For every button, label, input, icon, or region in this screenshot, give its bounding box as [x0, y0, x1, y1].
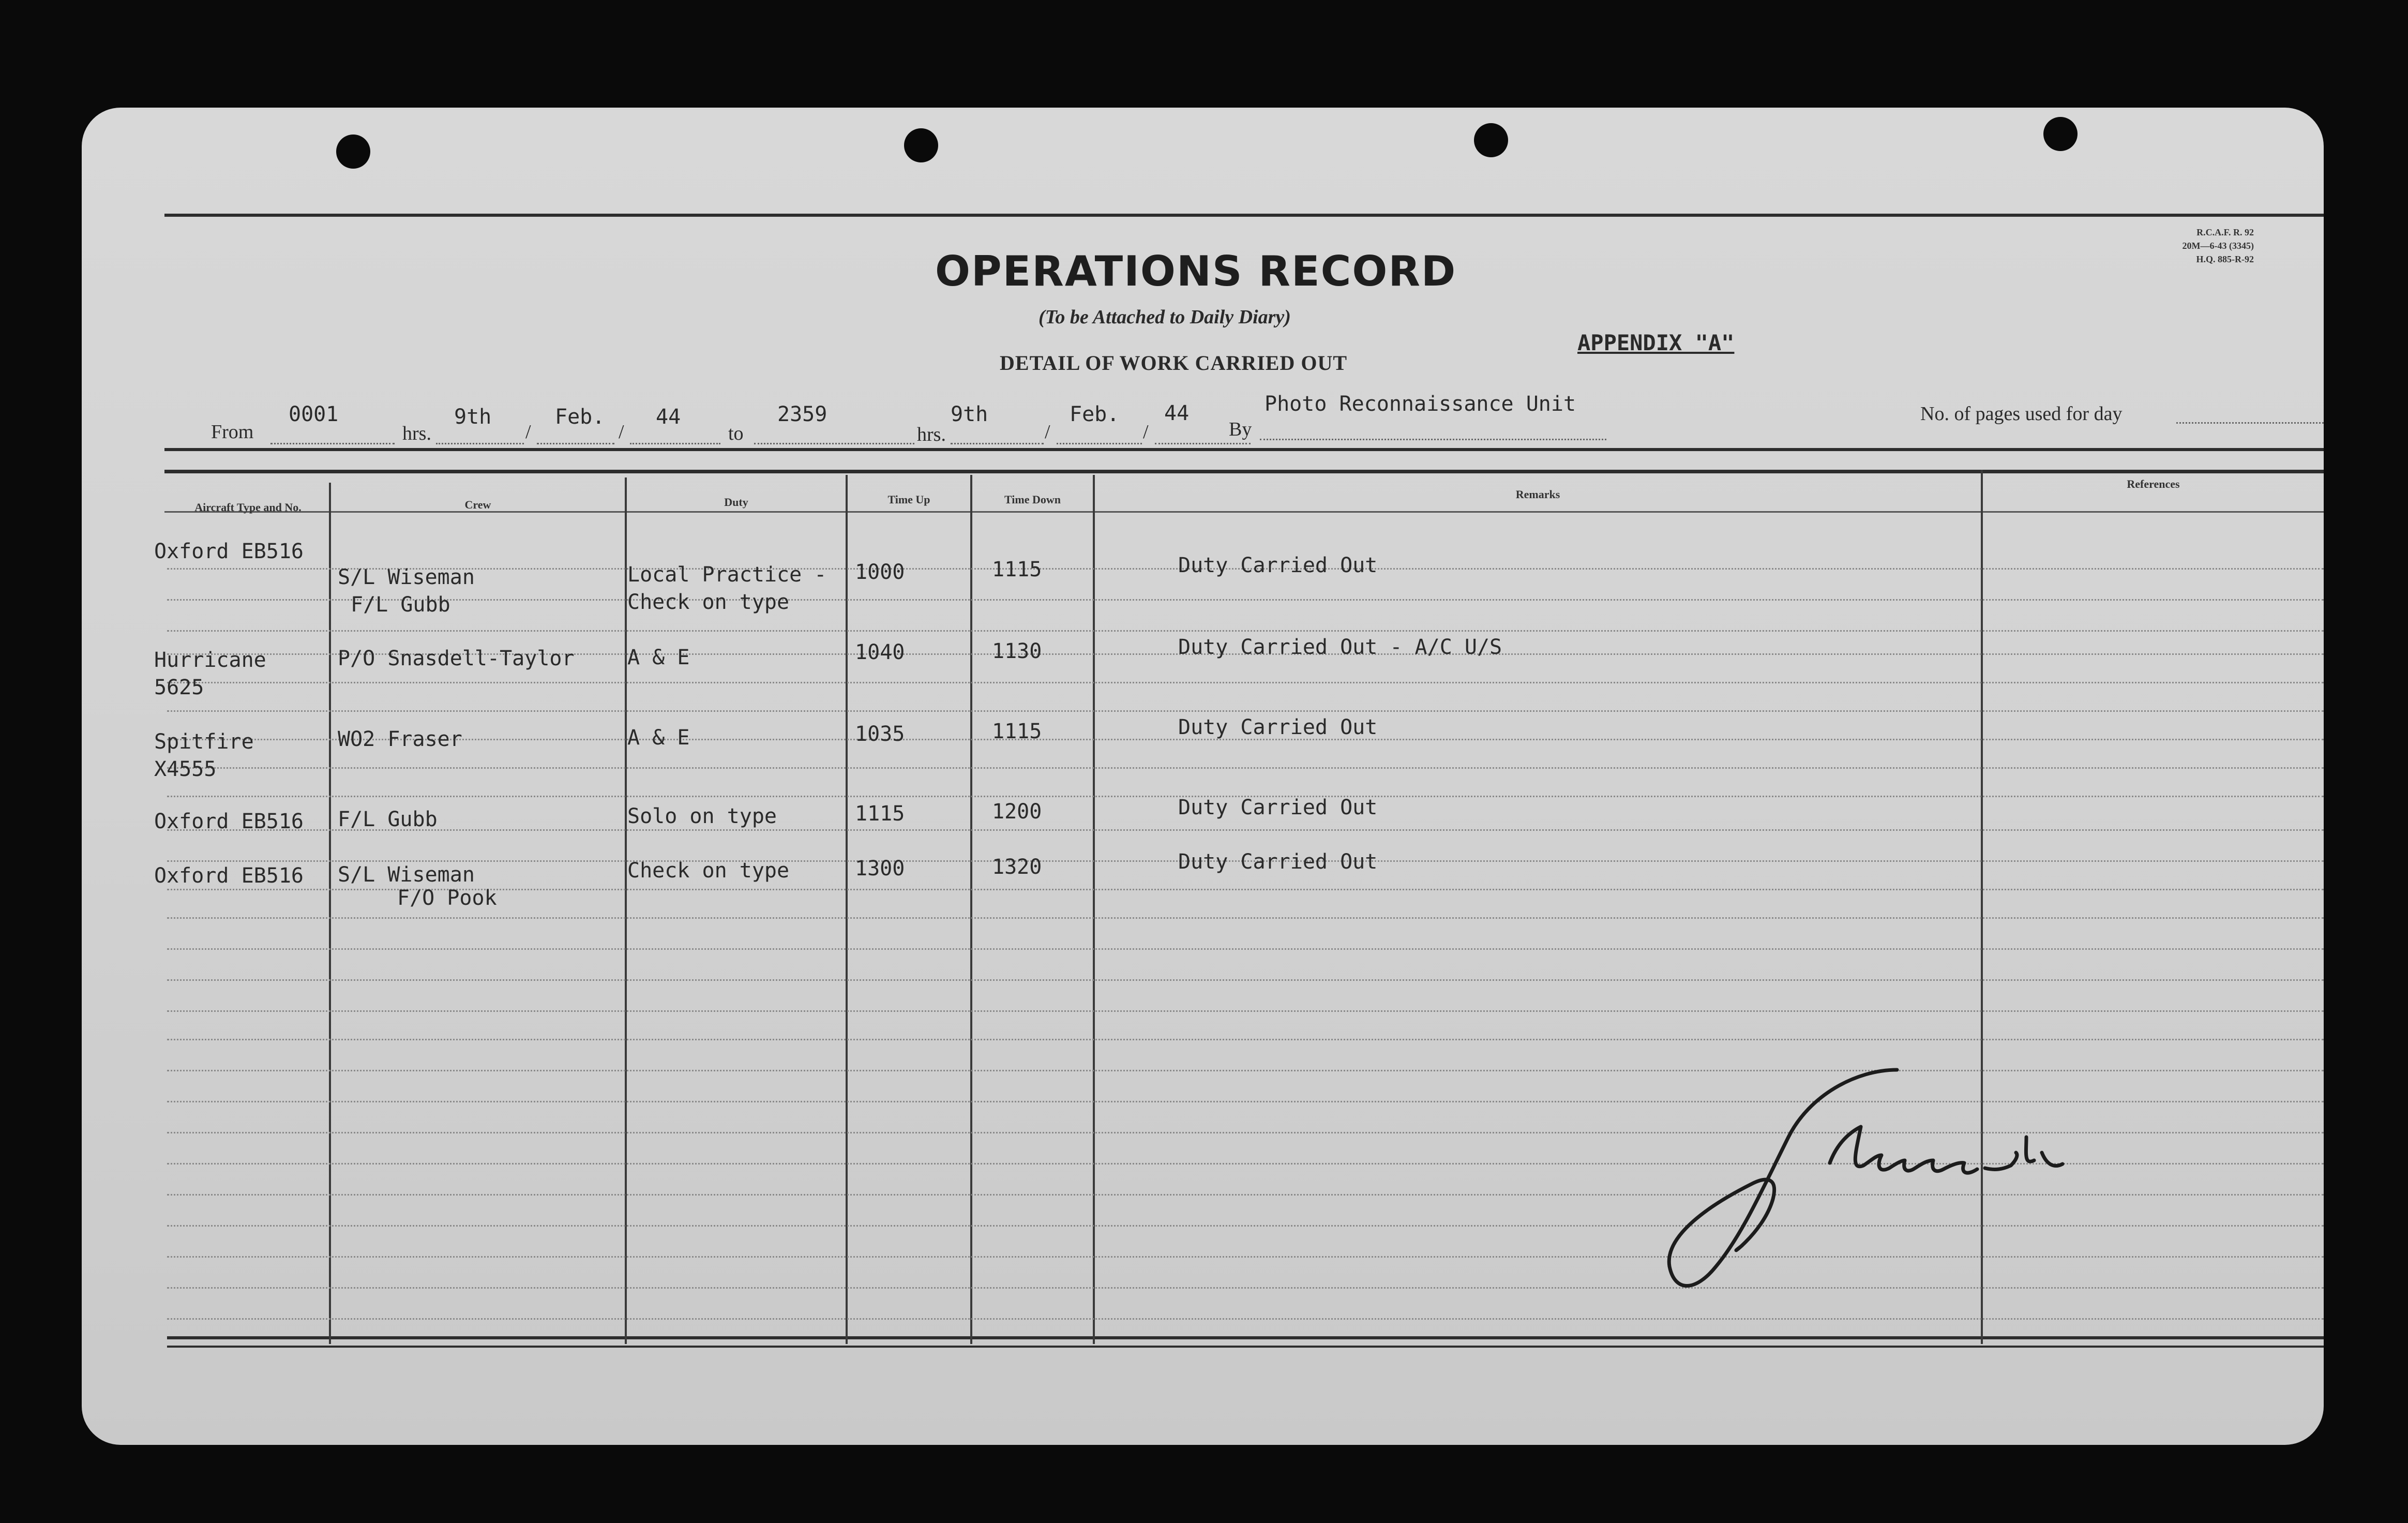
duty-cell: Check on type — [627, 859, 790, 883]
fill-line — [1057, 443, 1142, 444]
ruled-line — [167, 1039, 2324, 1040]
aircraft-cell: X4555 — [154, 757, 217, 781]
duty-cell: Solo on type — [627, 804, 777, 828]
ruled-line — [167, 630, 2324, 632]
by-label: By — [1229, 419, 1252, 440]
form-code-line: 20M—6-43 (3345) — [2182, 241, 2254, 251]
slash: / — [1143, 421, 1149, 443]
fill-line — [436, 443, 524, 444]
duty-cell: Local Practice - — [627, 563, 827, 587]
aircraft-cell: Oxford EB516 — [154, 540, 304, 563]
hrs-label: hrs. — [402, 423, 431, 444]
column-divider — [625, 477, 627, 1344]
page-title: OPERATIONS RECORD — [935, 247, 1457, 295]
punch-hole — [1474, 123, 1508, 157]
fill-line — [1155, 443, 1251, 444]
time-down-cell: 1130 — [992, 639, 1042, 663]
column-header: References — [2127, 477, 2180, 490]
ruled-line — [167, 710, 2324, 712]
aircraft-cell: Hurricane — [154, 648, 266, 672]
to-label: to — [728, 423, 744, 444]
time-down-cell: 1115 — [992, 558, 1042, 581]
time-up-cell: 1000 — [855, 560, 905, 584]
slash: / — [1045, 421, 1050, 443]
aircraft-cell: 5625 — [154, 676, 204, 699]
signature — [1633, 1049, 2109, 1380]
ruled-line — [167, 682, 2324, 683]
column-divider — [329, 483, 331, 1344]
detail-heading: DETAIL OF WORK CARRIED OUT — [1000, 351, 1348, 375]
remarks-cell: Duty Carried Out — [1178, 796, 1378, 819]
fill-line — [537, 443, 614, 444]
time-down-cell: 1115 — [992, 720, 1042, 743]
to-month: Feb. — [1070, 402, 1120, 426]
ruled-line — [167, 979, 2324, 981]
appendix-label: APPENDIX "A" — [1577, 330, 1735, 355]
slash: / — [619, 421, 624, 443]
column-header: Remarks — [1515, 488, 1560, 501]
ruled-line — [167, 829, 2324, 831]
aircraft-cell: Spitfire — [154, 730, 254, 754]
from-label: From — [211, 421, 254, 443]
ruled-line — [167, 917, 2324, 919]
crew-cell: F/O Pook — [397, 886, 497, 910]
slash: / — [525, 421, 531, 443]
column-divider — [970, 475, 972, 1344]
from-day: 9th — [454, 405, 492, 429]
unit-name: Photo Reconnaissance Unit — [1265, 392, 1576, 416]
fill-line — [1260, 439, 1606, 440]
top-rule — [164, 214, 2324, 217]
remarks-cell: Duty Carried Out — [1178, 850, 1378, 874]
time-down-cell: 1320 — [992, 855, 1042, 879]
time-up-cell: 1115 — [855, 802, 905, 826]
crew-cell: F/L Gubb — [351, 593, 450, 617]
crew-cell: WO2 Fraser — [338, 727, 462, 751]
time-up-cell: 1035 — [855, 722, 905, 746]
column-header: Time Down — [1004, 493, 1061, 506]
column-header: Aircraft Type and No. — [194, 501, 302, 514]
time-up-cell: 1300 — [855, 857, 905, 880]
pages-label: No. of pages used for day — [1920, 403, 2123, 425]
to-day: 9th — [951, 402, 988, 426]
from-time: 0001 — [289, 402, 339, 426]
ruled-line — [167, 767, 2324, 769]
fill-line — [630, 443, 720, 444]
fill-line — [270, 443, 395, 444]
column-header: Duty — [724, 496, 748, 509]
remarks-cell: Duty Carried Out — [1178, 715, 1378, 739]
fill-line — [951, 443, 1044, 444]
column-header: Crew — [464, 498, 491, 511]
remarks-cell: Duty Carried Out — [1178, 554, 1378, 577]
hrs-label: hrs. — [917, 424, 946, 445]
to-year: 44 — [1164, 401, 1190, 425]
ruled-line — [167, 599, 2324, 601]
table-header-rule — [164, 470, 2324, 473]
ruled-line — [167, 948, 2324, 950]
crew-cell: S/L Wiseman — [338, 863, 475, 887]
crew-cell: F/L Gubb — [338, 808, 438, 831]
punch-hole — [336, 135, 370, 169]
remarks-cell: Duty Carried Out - A/C U/S — [1178, 635, 1502, 659]
duty-cell: A & E — [627, 726, 690, 750]
column-divider — [1093, 475, 1095, 1344]
table-top-rule — [164, 448, 2324, 451]
form-code-line: H.Q. 885-R-92 — [2196, 254, 2254, 264]
ruled-line — [167, 1010, 2324, 1012]
column-divider — [846, 475, 848, 1344]
duty-cell: A & E — [627, 646, 690, 669]
column-header: Time Up — [887, 493, 930, 506]
fill-line — [754, 443, 914, 444]
operations-record-card — [82, 108, 2324, 1445]
from-year: 44 — [656, 405, 681, 429]
crew-cell: S/L Wiseman — [338, 565, 475, 589]
page-subtitle: (To be Attached to Daily Diary) — [1039, 306, 1291, 328]
aircraft-cell: Oxford EB516 — [154, 810, 304, 833]
aircraft-cell: Oxford EB516 — [154, 864, 304, 888]
time-up-cell: 1040 — [855, 640, 905, 664]
form-code — [2078, 226, 2254, 266]
pages-fill-line — [2176, 422, 2324, 424]
punch-hole — [2043, 117, 2078, 151]
punch-hole — [904, 128, 938, 162]
from-month: Feb. — [555, 405, 605, 429]
duty-cell: Check on type — [627, 590, 790, 614]
crew-cell: P/O Snasdell-Taylor — [338, 647, 575, 670]
time-down-cell: 1200 — [992, 800, 1042, 824]
form-code-line: R.C.A.F. R. 92 — [2196, 227, 2254, 237]
to-time: 2359 — [777, 402, 827, 426]
